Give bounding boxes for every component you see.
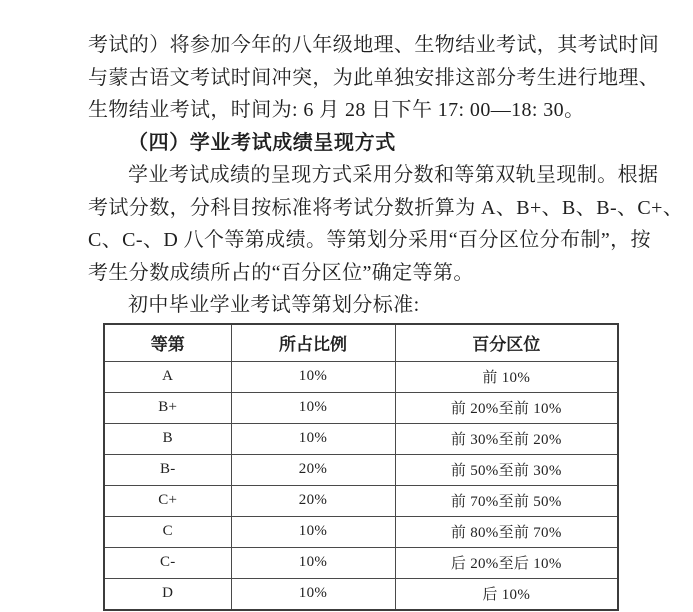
text-line: 考试分数，分科目按标准将考试分数折算为 A、B+、B、B-、C+、 bbox=[88, 196, 684, 219]
text-line: 学业考试成绩的呈现方式采用分数和等第双轨呈现制。根据 bbox=[128, 164, 659, 186]
cell-percentile: 后 20%至后 10% bbox=[395, 547, 618, 578]
cell-grade: B- bbox=[104, 454, 231, 485]
section-heading: （四）学业考试成绩呈现方式 bbox=[128, 131, 396, 154]
col-header-percentile: 百分区位 bbox=[395, 324, 618, 362]
cell-ratio: 10% bbox=[231, 516, 395, 547]
table-row bbox=[104, 361, 618, 392]
cell-grade: C- bbox=[104, 547, 231, 578]
cell-ratio: 10% bbox=[231, 392, 395, 423]
paragraph-score-presentation bbox=[88, 159, 684, 289]
grade-standard-table bbox=[103, 323, 619, 611]
table-caption: 初中毕业学业考试等第划分标准: bbox=[128, 294, 420, 316]
col-header-grade: 等第 bbox=[104, 324, 231, 362]
cell-percentile: 前 10% bbox=[395, 361, 618, 392]
col-header-ratio: 所占比例 bbox=[231, 324, 395, 362]
cell-percentile: 前 70%至前 50% bbox=[395, 485, 618, 516]
table-row bbox=[104, 392, 618, 423]
cell-grade: C+ bbox=[104, 485, 231, 516]
cell-percentile: 前 20%至前 10% bbox=[395, 392, 618, 423]
table-header-row bbox=[104, 324, 618, 362]
table-row bbox=[104, 547, 618, 578]
cell-ratio: 10% bbox=[231, 578, 395, 610]
text-line: 生物结业考试，时间为: 6 月 28 日下午 17: 00—18: 30。 bbox=[88, 99, 585, 121]
cell-grade: D bbox=[104, 578, 231, 610]
table-row bbox=[104, 485, 618, 516]
cell-ratio: 20% bbox=[231, 454, 395, 485]
table-row bbox=[104, 423, 618, 454]
cell-ratio: 10% bbox=[231, 361, 395, 392]
cell-grade: C bbox=[104, 516, 231, 547]
text-line: 与蒙古语文考试时间冲突，为此单独安排这部分考生进行地理、 bbox=[88, 66, 660, 89]
text-content bbox=[88, 29, 684, 611]
table-row bbox=[104, 578, 618, 610]
cell-ratio: 20% bbox=[231, 485, 395, 516]
paragraph-exam-schedule bbox=[88, 29, 660, 127]
text-line: 考试的）将参加今年的八年级地理、生物结业考试，其考试时间 bbox=[88, 34, 660, 56]
text-line: C、C-、D 八个等第成绩。等第划分采用“百分区位分布制”，按 bbox=[88, 229, 651, 251]
cell-percentile: 前 30%至前 20% bbox=[395, 423, 618, 454]
table-row bbox=[104, 454, 618, 485]
cell-percentile: 前 80%至前 70% bbox=[395, 516, 618, 547]
cell-grade: A bbox=[104, 361, 231, 392]
cell-grade: B bbox=[104, 423, 231, 454]
table-row bbox=[104, 516, 618, 547]
cell-ratio: 10% bbox=[231, 547, 395, 578]
cell-ratio: 10% bbox=[231, 423, 395, 454]
cell-percentile: 前 50%至前 30% bbox=[395, 454, 618, 485]
text-line: 考生分数成绩所占的“百分区位”确定等第。 bbox=[88, 261, 474, 284]
cell-percentile: 后 10% bbox=[395, 578, 618, 610]
cell-grade: B+ bbox=[104, 392, 231, 423]
